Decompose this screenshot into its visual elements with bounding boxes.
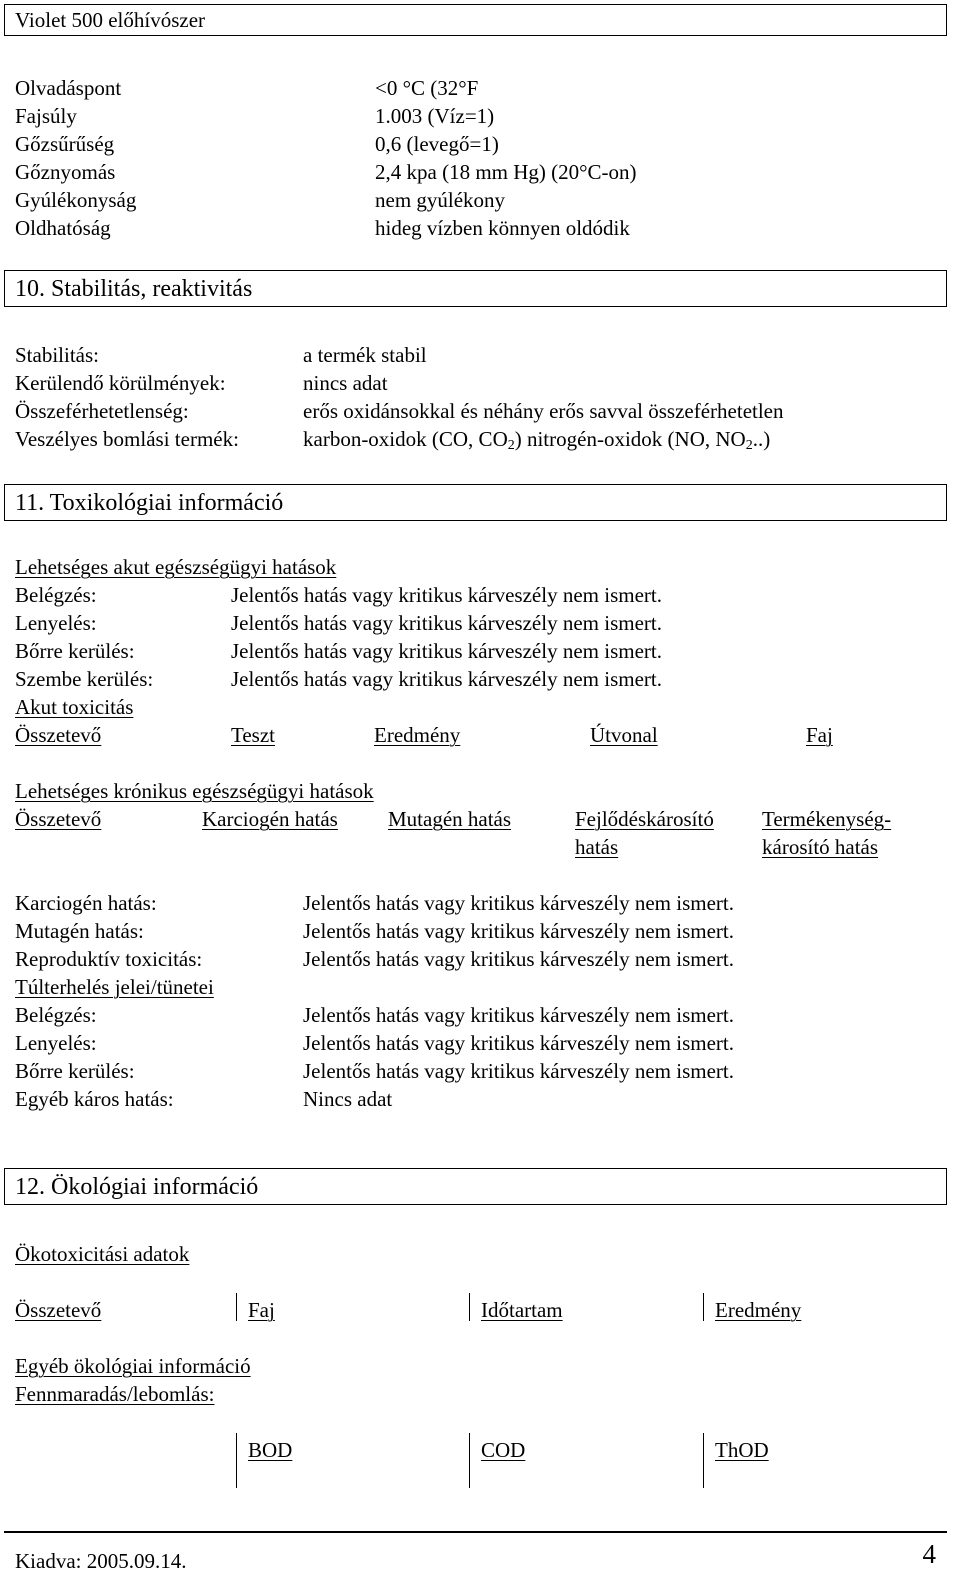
- property-value: 1.003 (Víz=1): [375, 104, 495, 128]
- overexposure-value: Jelentős hatás vagy kritikus kárveszély nem ismert.: [303, 1003, 734, 1027]
- section-10-title: 10. Stabilitás, reaktivitás: [15, 275, 253, 302]
- document-title: Violet 500 előhívószer: [15, 8, 206, 32]
- column-header: Összetevő: [15, 1298, 102, 1322]
- persistence-heading: Fennmaradás/lebomlás:: [15, 1382, 215, 1406]
- overexposure-value: Jelentős hatás vagy kritikus kárveszély nem ismert.: [303, 1031, 734, 1055]
- column-header: Faj: [248, 1298, 275, 1322]
- effect-value: Jelentős hatás vagy kritikus kárveszély nem ismert.: [303, 891, 734, 915]
- section-10-header: [4, 270, 947, 307]
- acute-value: Jelentős hatás vagy kritikus kárveszély nem ismert.: [231, 583, 662, 607]
- column-header: Összetevő: [15, 723, 102, 747]
- column-header: COD: [481, 1438, 526, 1462]
- stability-value: a termék stabil: [303, 343, 427, 367]
- section-12-header: [4, 1168, 947, 1205]
- column-header: Összetevő: [15, 807, 102, 831]
- effect-value: Jelentős hatás vagy kritikus kárveszély nem ismert.: [303, 919, 734, 943]
- acute-label: Szembe kerülés:: [15, 667, 154, 691]
- property-row: Gőznyomás: [15, 160, 116, 184]
- stability-value: nincs adat: [303, 371, 388, 395]
- property-row: Fajsúly: [15, 104, 77, 128]
- overexposure-value: Jelentős hatás vagy kritikus kárveszély nem ismert.: [303, 1059, 734, 1083]
- decomposition-label: Veszélyes bomlási termék:: [15, 427, 239, 451]
- overexposure-label: Lenyelés:: [15, 1031, 97, 1055]
- property-value: nem gyúlékony: [375, 188, 506, 212]
- effect-label: Mutagén hatás:: [15, 919, 144, 943]
- effect-label: Karciogén hatás:: [15, 891, 157, 915]
- column-header: Karciogén hatás: [202, 807, 338, 831]
- decomposition-value: karbon-oxidok (CO, $CO_2$) nitrogén-oxidok (NO, $NO_2$..): [303, 427, 771, 453]
- property-value: hideg vízben könnyen oldódik: [375, 216, 630, 240]
- stability-label: Összeférhetetlenség:: [15, 399, 189, 423]
- overexposure-label: Bőrre kerülés:: [15, 1059, 135, 1083]
- property-row: Gyúlékonyság: [15, 188, 137, 212]
- other-eco-heading: Egyéb ökológiai információ: [15, 1354, 251, 1378]
- acute-label: Lenyelés:: [15, 611, 97, 635]
- acute-label: Bőrre kerülés:: [15, 639, 135, 663]
- column-header: ThOD: [715, 1438, 769, 1462]
- column-header: Fejlődéskárosító: [575, 807, 714, 831]
- overexposure-label: Egyéb káros hatás:: [15, 1087, 174, 1111]
- acute-value: Jelentős hatás vagy kritikus kárveszély nem ismert.: [231, 667, 662, 691]
- column-header-line2: károsító hatás: [762, 835, 879, 859]
- property-value: 0,6 (levegő=1): [375, 132, 499, 156]
- stability-label: Stabilitás:: [15, 343, 99, 367]
- property-row: Oldhatóság: [15, 216, 111, 240]
- footer-rule: [4, 1531, 947, 1533]
- property-row: Olvadáspont: [15, 76, 122, 100]
- effect-label: Reproduktív toxicitás:: [15, 947, 203, 971]
- overexposure-heading: Túlterhelés jelei/tünetei: [15, 975, 214, 999]
- column-header: BOD: [248, 1438, 293, 1462]
- column-header: Faj: [806, 723, 833, 747]
- column-divider: [469, 1433, 470, 1488]
- section-11-header: [4, 484, 947, 521]
- column-header: Termékenység-: [762, 807, 892, 831]
- acute-value: Jelentős hatás vagy kritikus kárveszély nem ismert.: [231, 611, 662, 635]
- document-header: [4, 4, 947, 36]
- column-divider: [469, 1293, 470, 1321]
- property-value: <0 °C (32°F: [375, 76, 479, 100]
- column-header: Útvonal: [590, 723, 658, 747]
- overexposure-value: Nincs adat: [303, 1087, 393, 1111]
- column-header: Eredmény: [374, 723, 461, 747]
- acute-label: Belégzés:: [15, 583, 97, 607]
- property-row: Gőzsűrűség: [15, 132, 115, 156]
- overexposure-label: Belégzés:: [15, 1003, 97, 1027]
- column-header: Időtartam: [481, 1298, 563, 1322]
- column-header: Eredmény: [715, 1298, 802, 1322]
- chronic-effects-heading: Lehetséges krónikus egészségügyi hatások: [15, 779, 374, 803]
- column-divider: [236, 1293, 237, 1321]
- column-divider: [703, 1433, 704, 1488]
- column-header: Mutagén hatás: [388, 807, 512, 831]
- ecotox-heading: Ökotoxicitási adatok: [15, 1242, 190, 1266]
- acute-effects-heading: Lehetséges akut egészségügyi hatások: [15, 555, 337, 579]
- acute-toxicity-heading: Akut toxicitás: [15, 695, 134, 719]
- issue-date: Kiadva: 2005.09.14.: [15, 1549, 187, 1573]
- stability-label: Kerülendő körülmények:: [15, 371, 226, 395]
- column-divider: [236, 1433, 237, 1488]
- effect-value: Jelentős hatás vagy kritikus kárveszély nem ismert.: [303, 947, 734, 971]
- column-header: Teszt: [231, 723, 276, 747]
- property-value: 2,4 kpa (18 mm Hg) (20°C-on): [375, 160, 637, 184]
- column-header-line2: hatás: [575, 835, 619, 859]
- page-number: 4: [922, 1539, 936, 1569]
- section-11-title: 11. Toxikológiai információ: [15, 489, 284, 516]
- section-12-title: 12. Ökológiai információ: [15, 1173, 259, 1200]
- stability-value: erős oxidánsokkal és néhány erős savval összeférhetetlen: [303, 399, 784, 423]
- acute-value: Jelentős hatás vagy kritikus kárveszély nem ismert.: [231, 639, 662, 663]
- column-divider: [703, 1293, 704, 1321]
